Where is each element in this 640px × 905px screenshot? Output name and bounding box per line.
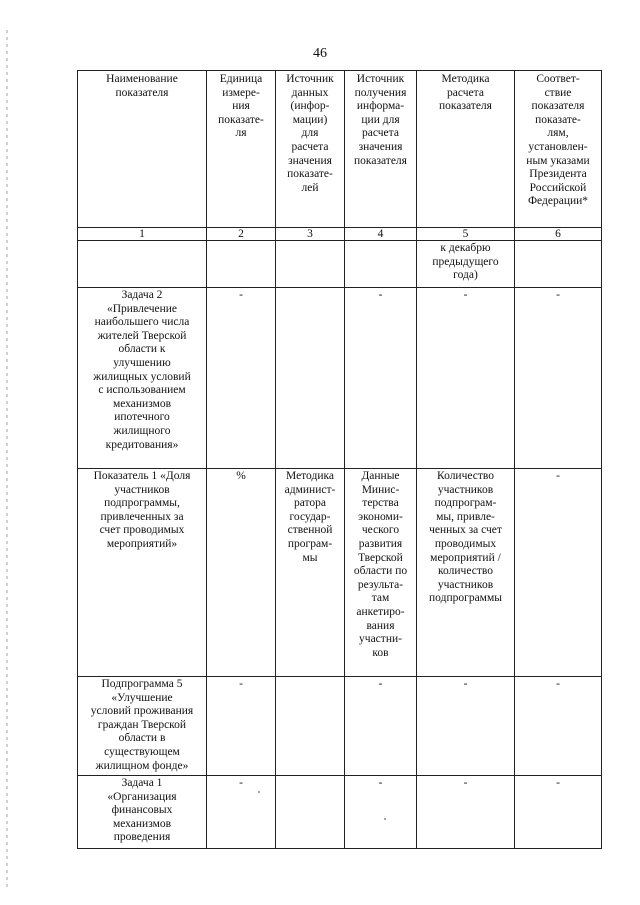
- table-cell: -: [345, 677, 417, 776]
- table-cell: -: [515, 776, 602, 849]
- table-cell: [276, 241, 345, 288]
- table-cell: [78, 241, 207, 288]
- scan-speck: [258, 791, 260, 793]
- column-number: 4: [345, 228, 417, 241]
- table-cell: -: [345, 776, 417, 849]
- header-info-source: Источник получения информа- ции для расчета значения показателя: [345, 71, 417, 228]
- table-cell: -: [515, 469, 602, 677]
- table-cell: -: [515, 677, 602, 776]
- header-compliance: Соответ- ствие показателя показате- лям, установлен- ным указами Президента Российской Федерации*: [515, 71, 602, 228]
- header-indicator-name: Наименование показателя: [78, 71, 207, 228]
- table-cell: к декабрю предыдущего года): [417, 241, 515, 288]
- column-number: 5: [417, 228, 515, 241]
- column-number: 6: [515, 228, 602, 241]
- header-method: Методика расчета показателя: [417, 71, 515, 228]
- table-row: [78, 776, 602, 849]
- table-cell: -: [207, 288, 276, 469]
- table-cell: [207, 241, 276, 288]
- table-cell: -: [417, 288, 515, 469]
- scan-speck: [384, 818, 386, 820]
- table-cell: Показатель 1 «Доля участников подпрограммы, привлеченных за счет проводимых мероприятий»: [78, 469, 207, 677]
- table-cell: [345, 241, 417, 288]
- column-number: 2: [207, 228, 276, 241]
- column-number-row: [78, 228, 602, 241]
- header-data-source: Источник данных (инфор- мации) для расчета значения показате- лей: [276, 71, 345, 228]
- table-cell: -: [417, 776, 515, 849]
- table-row: [78, 469, 602, 677]
- table-cell: Данные Минис- терства экономи- ческого развития Тверской области по результа- там анкетиро- вания участни- ков: [345, 469, 417, 677]
- table-cell: [515, 241, 602, 288]
- header-unit: Единица измере- ния показате- ля: [207, 71, 276, 228]
- table-cell: [276, 677, 345, 776]
- table-cell: Задача 2 «Привлечение наибольшего числа жителей Тверской области к улучшению жилищных условий с использованием механизмов ипотечного жилищного кредитования»: [78, 288, 207, 469]
- table-row: [78, 677, 602, 776]
- table-cell: -: [207, 776, 276, 849]
- table-row: [78, 288, 602, 469]
- table-row: [78, 241, 602, 288]
- table-cell: [276, 288, 345, 469]
- table-cell: -: [207, 677, 276, 776]
- indicators-table: [77, 70, 602, 849]
- table-cell: Методика админист- ратора государ- ственной програм- мы: [276, 469, 345, 677]
- table-cell: -: [417, 677, 515, 776]
- table-cell: Количество участников подпрограм- мы, привле- ченных за счет проводимых мероприятий / количество участников подпрограммы: [417, 469, 515, 677]
- table-cell: -: [345, 288, 417, 469]
- page-number: 46: [313, 46, 327, 61]
- table-cell: Задача 1 «Организация финансовых механизмов проведения: [78, 776, 207, 849]
- column-number: 3: [276, 228, 345, 241]
- scan-margin-artifact: [6, 30, 8, 890]
- table-header-row: [78, 71, 602, 228]
- table-cell: [276, 776, 345, 849]
- table-cell: Подпрограмма 5 «Улучшение условий проживания граждан Тверской области в существующем жилищном фонде»: [78, 677, 207, 776]
- table-cell: %: [207, 469, 276, 677]
- column-number: 1: [78, 228, 207, 241]
- table-cell: -: [515, 288, 602, 469]
